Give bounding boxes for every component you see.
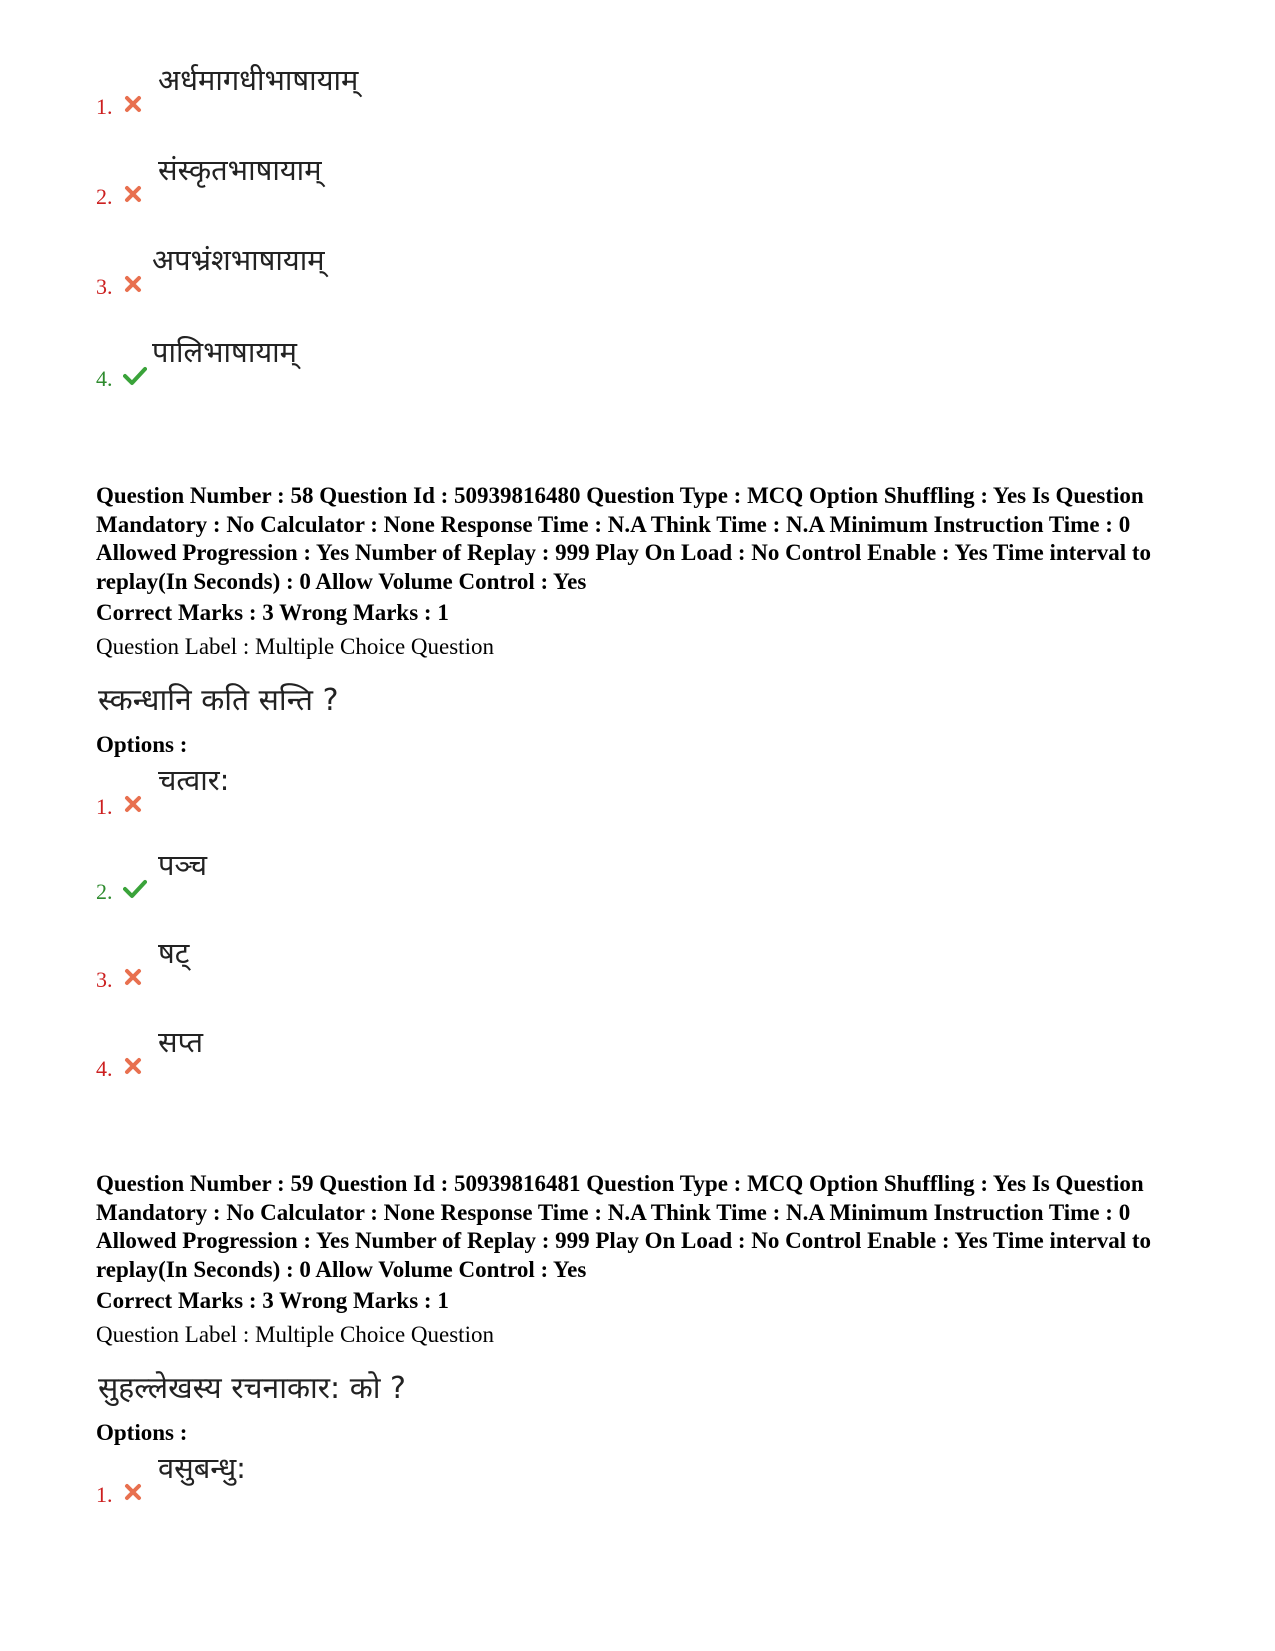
option-text: वसुबन्धु: bbox=[158, 1451, 246, 1485]
cross-icon bbox=[123, 274, 143, 294]
options-label: Options : bbox=[96, 732, 188, 757]
option-item bbox=[96, 845, 696, 905]
option-text: सप्त bbox=[158, 1025, 204, 1059]
question-label: Question Label : Multiple Choice Question bbox=[96, 634, 494, 659]
option-number: 2. bbox=[96, 184, 113, 209]
cross-icon bbox=[123, 1056, 143, 1076]
option-text: चत्वार: bbox=[158, 763, 230, 797]
option-text: अर्धमागधीभाषायाम् bbox=[158, 63, 359, 97]
option-text: अपभ्रंशभाषायाम् bbox=[152, 243, 325, 277]
question-meta: Question Number : 58 Question Id : 50939816480 Question Type : MCQ Option Shuffling : Yes Is Question Mandatory : No Calculator : None Response Time : N.A Think Time : N.A Minimum Instruction Time : 0 Allowed Progression : Yes Number of Replay : 999 Play On Load : No Control Enable : Yes Time interval to replay(In Seconds) : 0 Allow Volume Control : Yes bbox=[96, 483, 1152, 594]
marks-line: Correct Marks : 3 Wrong Marks : 1 bbox=[96, 1288, 449, 1313]
cross-icon bbox=[123, 184, 143, 204]
option-item bbox=[96, 240, 696, 300]
option-item bbox=[96, 150, 696, 210]
question-label: Question Label : Multiple Choice Question bbox=[96, 1322, 494, 1347]
option-number: 4. bbox=[96, 366, 113, 391]
cross-icon bbox=[123, 1482, 143, 1502]
option-number: 2. bbox=[96, 879, 113, 904]
option-text: षट् bbox=[158, 936, 190, 970]
option-item bbox=[96, 60, 696, 120]
question-text: सुहल्लेखस्य रचनाकार: को ? bbox=[98, 1371, 406, 1406]
option-number: 1. bbox=[96, 794, 113, 819]
option-text: पालिभाषायाम् bbox=[152, 335, 298, 369]
option-item bbox=[96, 933, 696, 993]
cross-icon bbox=[123, 794, 143, 814]
option-number: 1. bbox=[96, 1482, 113, 1507]
question-text: स्कन्धानि कति सन्ति ? bbox=[98, 683, 339, 718]
option-number: 1. bbox=[96, 94, 113, 119]
marks-line: Correct Marks : 3 Wrong Marks : 1 bbox=[96, 600, 449, 625]
option-item bbox=[96, 1448, 696, 1508]
option-item bbox=[96, 760, 696, 820]
option-text: पञ्च bbox=[158, 848, 208, 882]
cross-icon bbox=[123, 967, 143, 987]
option-item bbox=[96, 332, 696, 392]
check-icon bbox=[123, 366, 147, 386]
option-number: 3. bbox=[96, 967, 113, 992]
option-number: 3. bbox=[96, 274, 113, 299]
check-icon bbox=[123, 879, 147, 899]
option-text: संस्कृतभाषायाम् bbox=[158, 153, 322, 187]
option-item bbox=[96, 1022, 696, 1082]
option-number: 4. bbox=[96, 1056, 113, 1081]
question-meta: Question Number : 59 Question Id : 50939816481 Question Type : MCQ Option Shuffling : Yes Is Question Mandatory : No Calculator : None Response Time : N.A Think Time : N.A Minimum Instruction Time : 0 Allowed Progression : Yes Number of Replay : 999 Play On Load : No Control Enable : Yes Time interval to replay(In Seconds) : 0 Allow Volume Control : Yes bbox=[96, 1171, 1152, 1282]
options-label: Options : bbox=[96, 1420, 188, 1445]
cross-icon bbox=[123, 94, 143, 114]
